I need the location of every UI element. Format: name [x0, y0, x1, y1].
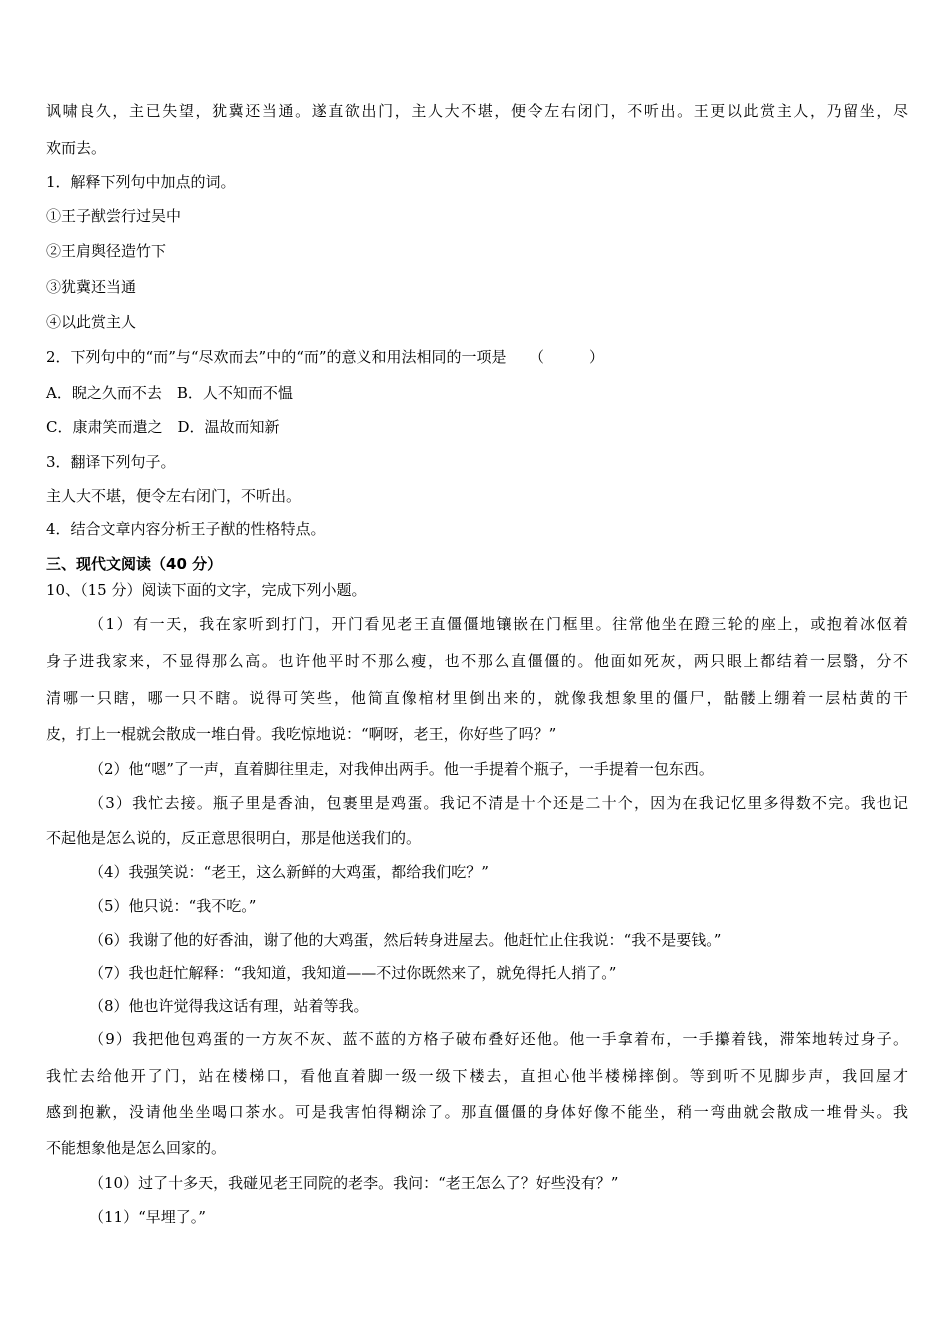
question-2-options: C．康肃笑而遣之 D．温故而知新	[46, 418, 280, 436]
paragraph-line: （7）我也赶忙解释：“我知道，我知道——不过你既然来了，就免得托人捎了。”	[89, 964, 617, 982]
question-1-item: ④以此赏主人	[46, 313, 137, 331]
paragraph-line: 感到抱歉，没请他坐坐喝口茶水。可是我害怕得糊涂了。那直僵僵的身体好像不能坐，稍一弯曲就会散成一堆骨头。我	[46, 1103, 908, 1121]
paragraph-line: （3）我忙去接。瓶子里是香油，包裹里是鸡蛋。我记不清是十个还是二十个，因为在我记忆里多得数不完。我也记	[89, 794, 908, 812]
question-1-prompt: 1．解释下列句中加点的词。	[46, 173, 236, 191]
question-1-item: ①王子猷尝行过吴中	[46, 207, 182, 225]
paragraph-line: 我忙去给他开了门，站在楼梯口，看他直着脚一级一级下楼去，直担心他半楼梯摔倒。等到听不见脚步声，我回屋才	[46, 1067, 908, 1085]
section-heading: 三、现代文阅读（40 分）	[46, 555, 223, 573]
question-4-prompt: 4．结合文章内容分析王子猷的性格特点。	[46, 520, 326, 538]
paragraph-line: 不起他是怎么说的，反正意思很明白，那是他送我们的。	[46, 829, 422, 847]
passage-line: 讽啸良久，主已失望，犹冀还当通。遂直欲出门，主人大不堪，便令左右闭门，不听出。王更以此赏主人，乃留坐，尽	[46, 102, 908, 120]
paragraph-line: （9）我把他包鸡蛋的一方灰不灰、蓝不蓝的方格子破布叠好还他。他一手拿着布，一手攥着钱，滞笨地转过身子。	[89, 1030, 908, 1048]
paragraph-line: （10）过了十多天，我碰见老王同院的老李。我问：“老王怎么了？好些没有？”	[89, 1174, 619, 1192]
paragraph-line: 皮，打上一棍就会散成一堆白骨。我吃惊地说：“啊呀，老王，你好些了吗？”	[46, 725, 557, 743]
question-1-item: ③犹冀还当通	[46, 278, 137, 296]
paragraph-line: （2）他“嗯”了一声，直着脚往里走，对我伸出两手。他一手提着个瓶子，一手提着一包东西。	[89, 760, 714, 778]
question-2-prompt: 2．下列句中的“而”与“尽欢而去”中的“而”的意义和用法相同的一项是 （ ）	[46, 348, 605, 366]
paragraph-line: （4）我强笑说：“老王，这么新鲜的大鸡蛋，都给我们吃？”	[89, 863, 489, 881]
question-10-intro: 10、（15 分）阅读下面的文字，完成下列小题。	[46, 581, 367, 599]
paragraph-line: （5）他只说：“我不吃。”	[89, 897, 257, 915]
paragraph-line: （1）有一天，我在家听到打门，开门看见老王直僵僵地镶嵌在门框里。往常他坐在蹬三轮的座上，或抱着冰伛着	[89, 615, 908, 633]
question-1-item: ②王肩舆径造竹下	[46, 242, 167, 260]
paragraph-line: （11）“早埋了。”	[89, 1208, 206, 1226]
paragraph-line: 清哪一只瞎，哪一只不瞎。说得可笑些，他简直像棺材里倒出来的，就像我想象里的僵尸，骷髅上绷着一层枯黄的干	[46, 689, 908, 707]
paragraph-line: （8）他也许觉得我这话有理，站着等我。	[89, 997, 369, 1015]
question-3-sentence: 主人大不堪，便令左右闭门，不听出。	[46, 487, 302, 505]
question-2-options: A．睨之久而不去 B．人不知而不愠	[46, 384, 293, 402]
paragraph-line: 不能想象他是怎么回家的。	[46, 1139, 227, 1157]
paragraph-line: 身子进我家来，不显得那么高。也许他平时不那么瘦，也不那么直僵僵的。他面如死灰，两只眼上都结着一层翳，分不	[46, 652, 908, 670]
passage-line: 欢而去。	[46, 139, 107, 157]
paragraph-line: （6）我谢了他的好香油，谢了他的大鸡蛋，然后转身进屋去。他赶忙止住我说：“我不是要钱。”	[89, 931, 722, 949]
question-3-prompt: 3．翻译下列句子。	[46, 453, 176, 471]
